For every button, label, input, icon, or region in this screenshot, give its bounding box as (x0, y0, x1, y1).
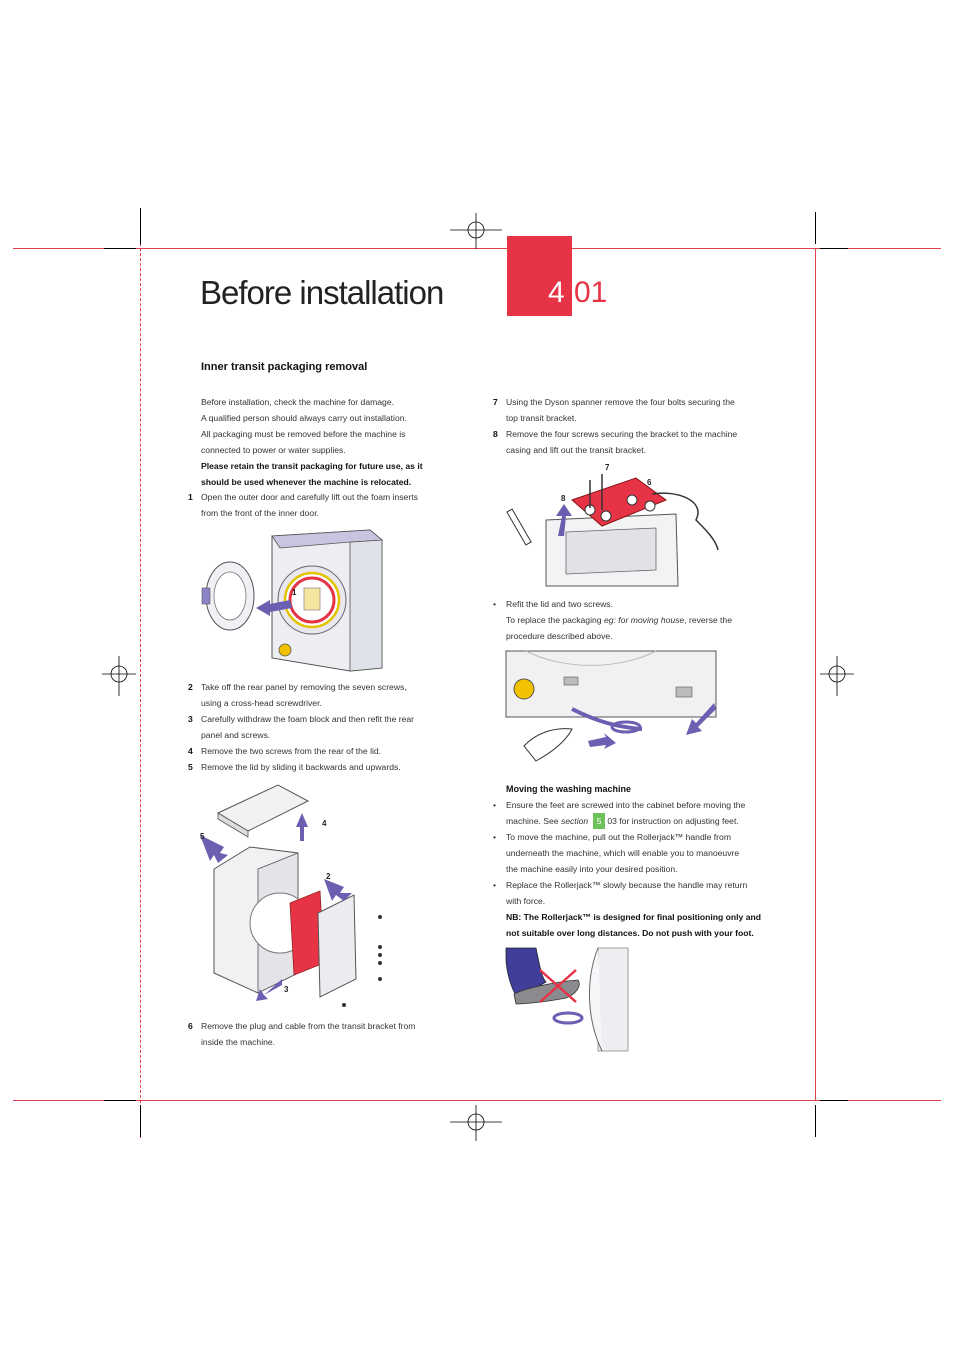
crop-mark (140, 1105, 141, 1137)
step-number: 7 (493, 397, 498, 407)
figure-rear-panel-removal (198, 783, 388, 1013)
figure-label: 1 (292, 588, 297, 597)
step-number: 3 (188, 714, 193, 724)
step-line: Carefully withdraw the foam block and then refit the rear (201, 714, 415, 724)
figure-label: 5 (200, 832, 205, 841)
step-line: Remove the plug and cable from the transit bracket from (201, 1021, 416, 1031)
crop-mark (140, 208, 141, 244)
step-line: panel and screws. (201, 730, 271, 740)
subheading-moving: Moving the washing machine (506, 784, 632, 794)
moving-text-part: 03 for instruction on adjusting feet. (607, 816, 739, 826)
section-number: 4 (548, 276, 565, 309)
step-number: 1 (188, 492, 193, 502)
intro-text (201, 394, 451, 490)
fold-line (140, 208, 141, 1138)
section-chip[interactable]: 5 (593, 813, 606, 829)
moving-line: To move the machine, pull out the Rollerjack™ handle from (506, 832, 731, 842)
step-line: Take off the rear panel by removing the seven screws, (201, 682, 407, 692)
figure-label: 6 (647, 478, 652, 487)
intro-line: connected to power or water supplies. (201, 445, 346, 455)
bullet-icon: • (493, 880, 497, 890)
page-title: Before installation (200, 274, 444, 311)
moving-text-part: machine. See (506, 816, 561, 826)
nb-line: NB: The Rollerjack™ is designed for final positioning only and (506, 912, 761, 922)
crop-mark (104, 1100, 136, 1101)
replace-text: To replace the packaging (506, 615, 604, 625)
replace-line (506, 612, 776, 628)
step-line: Remove the lid by sliding it backwards and upwards. (201, 762, 401, 772)
step-number: 4 (188, 746, 193, 756)
step-number: 2 (188, 682, 193, 692)
moving-line: Replace the Rollerjack™ slowly because the handle may return (506, 880, 748, 890)
figure-label: 3 (284, 985, 289, 994)
steps-2-5 (188, 679, 458, 775)
bullet-icon: • (493, 800, 497, 810)
step-line: Using the Dyson spanner remove the four bolts securing the (506, 397, 735, 407)
figure-foam-inserts (200, 528, 385, 673)
crop-mark (820, 248, 848, 249)
registration-mark (102, 656, 136, 696)
moving-line: Ensure the feet are screwed into the cabinet before moving the (506, 800, 746, 810)
registration-mark (820, 656, 854, 696)
step-number: 6 (188, 1021, 193, 1031)
intro-line: A qualified person should always carry out installation. (201, 413, 407, 423)
intro-line: Before installation, check the machine for damage. (201, 397, 394, 407)
step-text (201, 1018, 451, 1050)
figure-label: 2 (326, 872, 331, 881)
figure-label: 7 (605, 463, 610, 472)
moving-line: the machine easily into your desired position. (506, 864, 678, 874)
registration-mark (450, 1105, 502, 1141)
figure-transit-bracket (506, 460, 721, 590)
step-line: using a cross-head screwdriver. (201, 698, 322, 708)
step-line: from the front of the inner door. (201, 508, 319, 518)
trim-line-right (815, 248, 816, 1101)
figure-rollerjack-handle (506, 651, 721, 776)
crop-mark (104, 248, 136, 249)
replace-italic: eg: for moving house (603, 615, 685, 625)
figure-do-not-push (506, 948, 631, 1053)
crop-mark (820, 1100, 848, 1101)
step-number: 8 (493, 429, 498, 439)
nb-line: not suitable over long distances. Do not push with your foot. (506, 928, 754, 938)
crop-mark (815, 1105, 816, 1137)
moving-line (506, 813, 776, 829)
step-number: 5 (188, 762, 193, 772)
section-subnumber: 01 (574, 276, 608, 309)
trim-line-bottom (13, 1100, 941, 1101)
replace-line: procedure described above. (506, 631, 613, 641)
step-line: top transit bracket. (506, 413, 577, 423)
moving-line: underneath the machine, which will enable you to manoeuvre (506, 848, 740, 858)
registration-mark (450, 213, 502, 249)
step-text (201, 489, 451, 521)
refit-line: Refit the lid and two screws. (506, 599, 613, 609)
crop-mark (815, 212, 816, 244)
section-heading: Inner transit packaging removal (201, 361, 368, 373)
figure-label: 4 (322, 819, 327, 828)
step-line: inside the machine. (201, 1037, 276, 1047)
bullet-icon: • (493, 599, 497, 609)
step-line: Remove the four screws securing the bracket to the machine (506, 429, 738, 439)
moving-text (506, 797, 776, 941)
intro-line: All packaging must be removed before the machine is (201, 429, 406, 439)
replace-text: , reverse the (684, 615, 732, 625)
intro-bold-line: should be used whenever the machine is relocated. (201, 477, 412, 487)
figure-label: 8 (561, 494, 566, 503)
intro-bold-line: Please retain the transit packaging for future use, as it (201, 461, 423, 471)
section-ref: section (560, 816, 589, 826)
step-line: Remove the two screws from the rear of the lid. (201, 746, 382, 756)
step-line: Open the outer door and carefully lift out the foam inserts (201, 492, 418, 502)
steps-7-8 (493, 394, 773, 458)
refit-text (506, 596, 776, 644)
bullet-icon: • (493, 832, 497, 842)
moving-line: with force. (506, 896, 546, 906)
step-line: casing and lift out the transit bracket. (506, 445, 646, 455)
